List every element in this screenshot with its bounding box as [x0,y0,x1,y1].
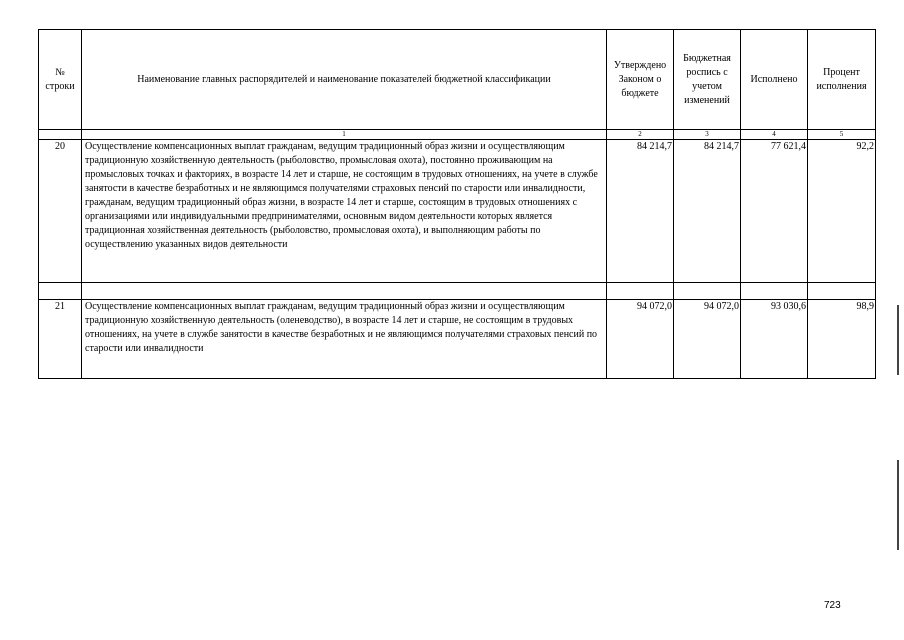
row-schedule: 94 072,0 [674,300,741,379]
header-approved: Утверждено Законом о бюджете [607,30,674,130]
table-row [39,140,876,283]
row-executed: 77 621,4 [741,140,808,283]
row-description: Осуществление компенсационных выплат гражданам, ведущим традиционный образ жизни и осуществляющим традиционную хозяйственную деятельность (оленеводство), в возрасте 14 лет и старше, не состоящим в трудовых отношениях, на учете в службе занятости в качестве безработных и не являющимся получателями страховых пенсий по старости или инвалидности [82,300,607,379]
header-percent: Процент исполнения [808,30,876,130]
row-approved: 84 214,7 [607,140,674,283]
row-executed: 93 030,6 [741,300,808,379]
column-number: 2 [607,130,674,140]
header-schedule: Бюджетная роспись с учетом изменений [674,30,741,130]
row-approved: 94 072,0 [607,300,674,379]
column-number-blank [39,130,82,140]
column-number: 5 [808,130,876,140]
row-percent: 92,2 [808,140,876,283]
column-number: 3 [674,130,741,140]
table-row [39,300,876,379]
column-number: 1 [82,130,607,140]
column-number-row [39,130,876,140]
page-number: 723 [824,600,841,611]
budget-execution-table [38,29,876,379]
row-number: 20 [39,140,82,283]
header-executed: Исполнено [741,30,808,130]
row-spacer [39,283,876,300]
row-schedule: 84 214,7 [674,140,741,283]
scan-edge-mark [897,305,899,375]
row-percent: 98,9 [808,300,876,379]
header-description: Наименование главных распорядителей и наименование показателей бюджетной классификации [82,30,607,130]
header-row-number: № строки [39,30,82,130]
scan-edge-mark [897,460,899,550]
row-description: Осуществление компенсационных выплат гражданам, ведущим традиционный образ жизни и осуществляющим традиционную хозяйственную деятельность (рыболовство, промысловая охота), постоянно проживающим на промысловых точках и факториях, в возрасте 14 лет и старше, не состоящим в трудовых отношениях, на учете в службе занятости в качестве безработных и не являющимся получателями страховых пенсий по старости или инвалидности, гражданам, ведущим традиционный образ жизни, в возрасте 14 лет и старше, состоящим в трудовых отношениях с организациями или индивидуальными предпринимателями, основным видом деятельности которых является традиционная хозяйственная деятельность (рыболовство, промысловая охота), и выполняющим работы по осуществлению указанных видов деятельности [82,140,607,283]
row-number: 21 [39,300,82,379]
header-row [39,30,876,130]
column-number: 4 [741,130,808,140]
